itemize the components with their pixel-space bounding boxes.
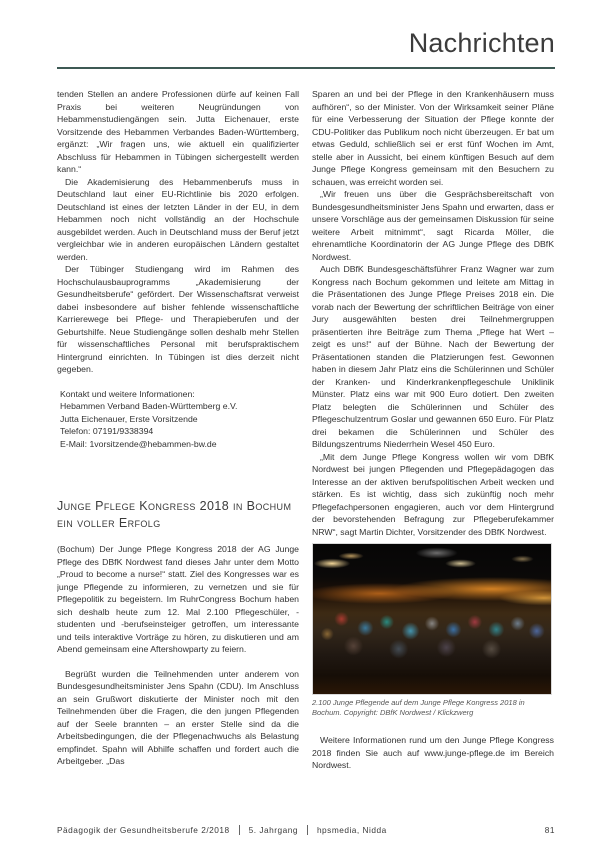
- contact-line: Kontakt und weitere Informationen:: [60, 388, 195, 399]
- contact-email: E-Mail: 1vorsitzende@hebammen-bw.de: [60, 438, 217, 449]
- closing-paragraph: Weitere Informationen rund um den Junge Pflege Kongress 2018 finden Sie auch auf www.junge-pflege.de im Bereich Nordwest.: [312, 735, 554, 770]
- body-paragraph: Die Akademisierung des Hebammenberufs muss in Deutschland laut einer EU-Richtlinie bis 2020 erfolgen. Deutschland ist eines der letzten Länder in der EU, in dem Hebammen noch nicht vollständig an der Hochschule ausgebildet werden. Auch in Deutschland muss der Beruf jetzt vergleichbar wie in anderen europäischen Ländern gestaltet werden.: [57, 176, 299, 262]
- contact-line: Hebammen Verband Baden-Württemberg e.V.: [60, 401, 238, 411]
- right-column: [312, 88, 554, 802]
- contact-line: Jutta Eichenauer, Erste Vorsitzende: [60, 413, 198, 424]
- page-number: 81: [544, 825, 555, 835]
- body-paragraph: Begrüßt wurden die Teilnehmenden unter anderem von Bundesgesundheitsminister Jens Spahn (CDU). Im Anschluss an sein Grußwort diskutierte der Minister noch mit den Teilnehmenden über die Fragen, die den jungen Pflegenden auf der Seele brannten – an erster Stelle sind da die Arbeitsbedingungen, die der Pflegenachwuchs als Belastung empfindet. Spahn will Abhilfe schaffen und fordert auch die Arbeitgeber. „Das: [57, 668, 299, 766]
- footer-publisher: hpsmedia, Nidda: [316, 825, 387, 835]
- two-column-body: [57, 88, 555, 802]
- article-section-heading: Junge Pflege Kongress 2018 in Bochum ein voller Erfolg: [57, 499, 292, 530]
- page-title: Nachrichten: [408, 28, 555, 58]
- footer-volume: 5. Jahrgang: [248, 825, 298, 835]
- contact-phone: Telefon: 07191/9338394: [60, 426, 154, 436]
- body-paragraph: Auch DBfK Bundesgeschäftsführer Franz Wagner war zum Kongress nach Bochum gekommen und leitete am Mittag in die Präsentationen des Junge Pflege Preises 2018 ein. Die vorab nach der Bewertung der schriftlichen Beiträge von einer Jury ausgewählten besten drei Teilnehmergruppen präsentierten ihre Beiträge zum Thema „Pflege hat Wert – zeigt es uns!“ auf der Bühne. Nach der Bewertung der Präsentationen standen die Platzierungen fest. Gewonnen haben in diesem Jahr Platz eins die Schülerinnen und Schüler der Kranken- und Kinderkrankenpflegeschule Uniklinik Münster. Platz eins war mit 900 Euro dotiert. Den zweiten Platz belegten die Schülerinnen und Schüler des Pflegeschulzentrum Goslar und gewannen 650 Euro. Für Platz drei bekamen die Schülerinnen und Schüler des Bildungszentrums Niederrhein Wesel 450 Euro.: [312, 264, 554, 449]
- body-paragraph: „Wir freuen uns über die Gesprächsbereitschaft von Bundesgesundheitsminister Jens Spahn und erwarten, dass er unsere Vorschläge aus der gemeinsamen Diskussion für seine weitere Arbeit mitnimmt“, sagt Ricarda Möller, die ehrenamtliche Koordinatorin der AG Junge Pflege des DBfK Nordwest.: [312, 189, 554, 262]
- conference-audience-photo: [312, 543, 552, 695]
- body-paragraph: Sparen an und bei der Pflege in den Krankenhäusern muss aufhören“, so der Minister. Von der Wirksamkeit seiner Pläne für eine Verbesserung der Situation der Pflege konnte der CDU-Politiker das Publikum noch nicht überzeugen. Er bat um etwas Geduld, schließlich sei er erst fünf Wochen im Amt, stelle aber in Aussicht, bei einem künftigen Besuch auf dem Junge Pflege Kongress gemeinsam mit den Besuchern zu schauen, was erreicht worden sei.: [312, 89, 554, 187]
- footer-divider: [239, 825, 240, 835]
- body-paragraph: tenden Stellen an andere Professionen dürfe auf keinen Fall Praxis bei weiteren Neugründungen von Hebammenstudiengängen sein. Jutta Eichenauer, erste Vorsitzende des Hebammen Verbandes Baden-Württemberg, ergänzt: „Wir fragen uns, wie aktuell ein qualifizierter Abschluss für Hebammen in Tübingen sichergestellt werden kann.“: [57, 89, 299, 174]
- body-paragraph: „Mit dem Junge Pflege Kongress wollen wir vom DBfK Nordwest bei jungen Pflegenden und Pflegepädagogen das Interesse an der aktiven berufspolitischen Arbeit wecken und stärken. Es ist wichtig, dass sich zukünftig noch mehr Pflegefachpersonen engagieren, auch vor dem Hintergrund der bevorstehenden Befragung zur Pflegeberufekammer NRW“, sagt Martin Dichter, Vorsitzender des DBfK Nordwest.: [312, 451, 554, 537]
- contact-info-block: [60, 388, 299, 451]
- left-column: [57, 88, 299, 802]
- body-paragraph: (Bochum) Der Junge Pflege Kongress 2018 der AG Junge Pflege des DBfK Nordwest fand dieses Jahr unter dem Motto „Proud to become a nurse!“ statt. Ziel des Kongresses war es junge Pflegende zu informieren, zu vernetzen und sie für Pflegepolitik zu begeistern. Im RuhrCongress Bochum haben sich deshalb heute zum 12. Mal 2.100 Pflegeschüler, -studenten und -berufseinsteiger getroffen, um interessante und teils interaktive Vorträge zu hören, zu diskutieren und am Abend gemeinsam eine Aftershowparty zu feiern.: [57, 544, 299, 654]
- title-rule-divider: [57, 67, 555, 69]
- page-footer: [57, 825, 555, 835]
- page-header: [57, 28, 555, 69]
- footer-journal-name: Pädagogik der Gesundheitsberufe 2/2018: [57, 825, 230, 835]
- footer-divider: [307, 825, 308, 835]
- body-paragraph: Der Tübinger Studiengang wird im Rahmen des Hochschulausbauprogramms „Akademisierung der Gesundheitsberufe“ gefördert. Der Wissenschaftsrat verweist dabei insbesondere auf bisher fehlende wissenschaftliche Karrierewege bei Pflege- und Therapieberufen und der Geburtshilfe. Neue Studiengänge sollen deshalb mehr Stellen für wissenschaftliches Personal mit berufspraktischem Hintergrund einrichten. In Tübingen ist dies derzeit nicht gegeben.: [57, 264, 299, 374]
- photo-caption: 2.100 Junge Pflegende auf dem Junge Pflege Kongress 2018 in Bochum. Copyright: DBfK Nordwest / Klickzwerg: [312, 698, 525, 717]
